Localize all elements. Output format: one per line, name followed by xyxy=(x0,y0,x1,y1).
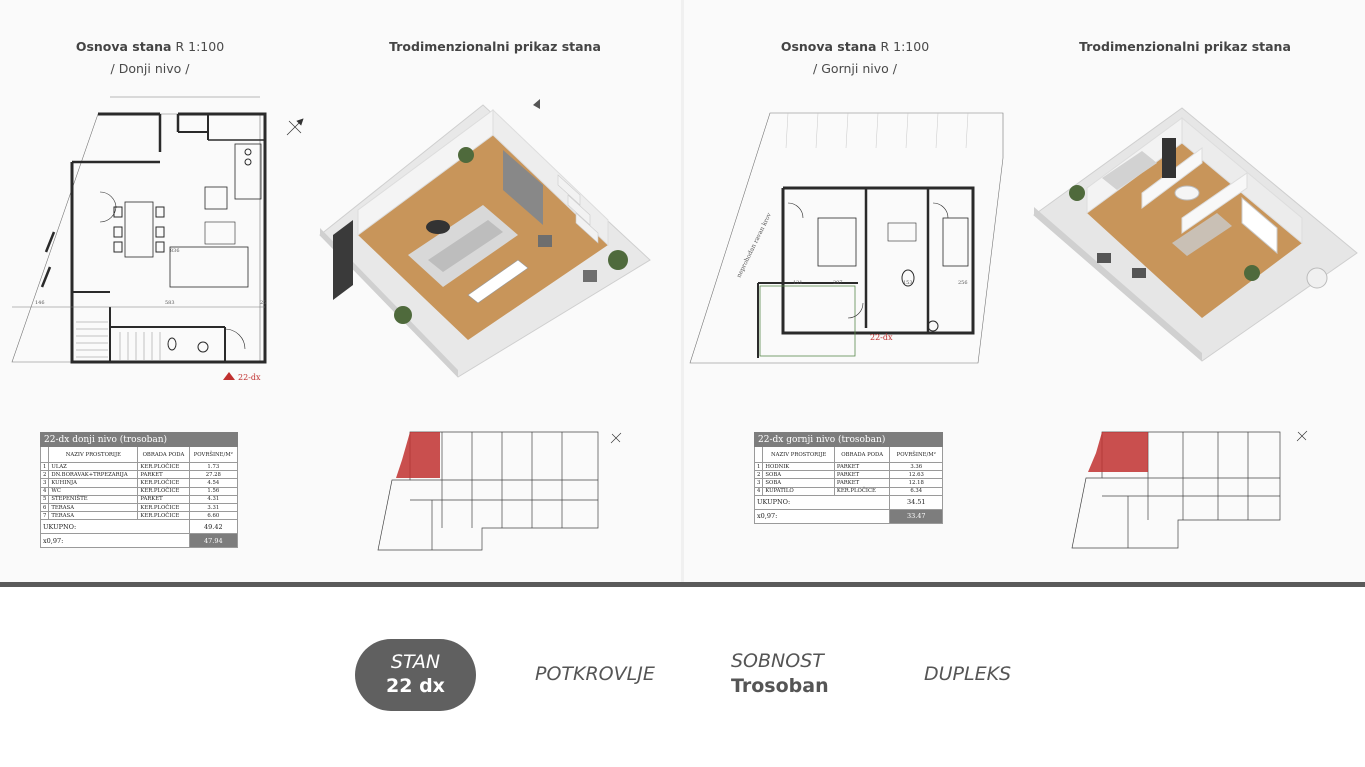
lower-plan-title: Osnova stana xyxy=(75,39,172,54)
factor-value: 33.47 xyxy=(890,509,943,523)
row-floor: KER.PLOČICE xyxy=(138,479,189,487)
rooms-label: SOBNOST xyxy=(731,650,824,672)
row-floor: PARKET xyxy=(138,471,189,479)
upper-area-table xyxy=(754,432,943,524)
row-num: 6 xyxy=(41,503,49,511)
table-row xyxy=(41,463,238,471)
row-num: 7 xyxy=(41,512,49,520)
row-num: 4 xyxy=(755,487,763,495)
row-area: 6.60 xyxy=(189,512,237,520)
upper-plan-heading xyxy=(765,36,945,80)
unit-highlight xyxy=(1088,432,1148,472)
total-value: 49.42 xyxy=(189,520,237,534)
upper-plan-title: Osnova stana xyxy=(780,39,877,54)
row-num: 3 xyxy=(755,479,763,487)
factor-label: x0,97: xyxy=(41,534,190,548)
row-num: 1 xyxy=(755,463,763,471)
unit-highlight xyxy=(396,432,440,478)
svg-text:153: 153 xyxy=(903,280,913,286)
row-num: 2 xyxy=(41,471,49,479)
upper-table-caption: 22-dx gornji nivo (trosoban) xyxy=(755,433,943,447)
row-area: 4.54 xyxy=(189,479,237,487)
row-area: 6.34 xyxy=(890,487,943,495)
table-row xyxy=(755,479,943,487)
unit-badge xyxy=(355,639,476,711)
row-area: 4.31 xyxy=(189,495,237,503)
table-row xyxy=(41,495,238,503)
row-num: 1 xyxy=(41,463,49,471)
row-floor: PARKET xyxy=(138,495,189,503)
table-row xyxy=(755,463,943,471)
table-row xyxy=(755,471,943,479)
row-floor: KER.PLOČICE xyxy=(138,463,189,471)
unit-badge-value: 22 dx xyxy=(386,675,445,697)
svg-text:836: 836 xyxy=(170,248,180,254)
row-room: STEPENIŠTE xyxy=(49,495,138,503)
row-room: SOBA xyxy=(763,471,835,479)
lower-unit-tag: 22-dx xyxy=(238,373,261,382)
upper-plan-scale: R 1:100 xyxy=(880,39,930,54)
lower-plan-scale: R 1:100 xyxy=(175,39,225,54)
factor-row xyxy=(755,509,943,523)
row-floor: KER.PLOČICE xyxy=(138,487,189,495)
upper-key-plan xyxy=(1068,428,1318,552)
row-room: WC xyxy=(49,487,138,495)
col-header-num xyxy=(41,447,49,463)
lower-render-title: Trodimenzionalni prikaz stana xyxy=(389,39,601,54)
svg-text:583: 583 xyxy=(165,300,175,306)
col-header-area: POVRŠINE/M² xyxy=(890,447,943,463)
unit-marker-icon xyxy=(223,372,235,380)
row-floor: KER.PLOČICE xyxy=(834,487,890,495)
total-label: UKUPNO: xyxy=(41,520,190,534)
lower-key-plan xyxy=(372,430,624,554)
row-area: 12.18 xyxy=(890,479,943,487)
row-floor: PARKET xyxy=(834,471,890,479)
table-row xyxy=(41,503,238,511)
row-num: 4 xyxy=(41,487,49,495)
upper-3d-render xyxy=(1032,103,1362,365)
row-area: 1.56 xyxy=(189,487,237,495)
table-row xyxy=(41,479,238,487)
row-area: 12.63 xyxy=(890,471,943,479)
total-value: 34.51 xyxy=(890,495,943,509)
roof-label: neprohodan ravan krov xyxy=(735,211,773,279)
row-floor: PARKET xyxy=(834,479,890,487)
total-row xyxy=(41,520,238,534)
row-floor: KER.PLOČICE xyxy=(138,503,189,511)
svg-text:121: 121 xyxy=(793,280,803,286)
upper-plan-level: / Gornji nivo / xyxy=(813,61,897,76)
table-row xyxy=(41,471,238,479)
lower-3d-render xyxy=(318,95,658,380)
table-row xyxy=(41,487,238,495)
total-label: UKUPNO: xyxy=(755,495,890,509)
row-area: 1.73 xyxy=(189,463,237,471)
row-num: 2 xyxy=(755,471,763,479)
row-area: 3.36 xyxy=(890,463,943,471)
rooms-value: Trosoban xyxy=(731,675,829,697)
col-header-floor: OBRADA PODA xyxy=(834,447,890,463)
svg-text:256: 256 xyxy=(958,280,968,286)
lower-floor-plan xyxy=(10,92,310,397)
lower-render-heading xyxy=(380,36,610,58)
row-room: TERASA xyxy=(49,512,138,520)
svg-text:25: 25 xyxy=(260,300,267,306)
upper-unit-tag: 22-dx xyxy=(870,333,893,342)
unit-badge-label: STAN xyxy=(390,651,441,673)
row-room: DN.BORAVAK+TRPEZARIJA xyxy=(49,471,138,479)
factor-value: 47.94 xyxy=(189,534,237,548)
factor-label: x0,97: xyxy=(755,509,890,523)
panel-divider xyxy=(681,0,684,582)
lower-plan-level: / Donji nivo / xyxy=(110,61,190,76)
svg-text:297: 297 xyxy=(833,280,843,286)
factor-row xyxy=(41,534,238,548)
row-area: 3.31 xyxy=(189,503,237,511)
lower-area-table xyxy=(40,432,238,548)
col-header-floor: OBRADA PODA xyxy=(138,447,189,463)
row-room: HODNIK xyxy=(763,463,835,471)
total-row xyxy=(755,495,943,509)
row-area: 27.28 xyxy=(189,471,237,479)
row-floor: PARKET xyxy=(834,463,890,471)
table-row xyxy=(755,487,943,495)
row-room: TERASA xyxy=(49,503,138,511)
summary-bar xyxy=(0,587,1365,767)
lower-table-caption: 22-dx donji nivo (trosoban) xyxy=(41,433,238,447)
upper-render-heading xyxy=(1070,36,1300,58)
col-header-room: NAZIV PROSTORIJE xyxy=(49,447,138,463)
upper-floor-plan xyxy=(688,108,1018,368)
col-header-area: POVRŠINE/M² xyxy=(189,447,237,463)
col-header-num xyxy=(755,447,763,463)
upper-render-title: Trodimenzionalni prikaz stana xyxy=(1079,39,1291,54)
lower-plan-heading xyxy=(60,36,240,80)
floor-type-label: POTKROVLJE xyxy=(535,663,655,685)
col-header-room: NAZIV PROSTORIJE xyxy=(763,447,835,463)
row-room: ULAZ xyxy=(49,463,138,471)
row-room: SOBA xyxy=(763,479,835,487)
row-room: KUHINJA xyxy=(49,479,138,487)
row-room: KUPATILO xyxy=(763,487,835,495)
row-num: 3 xyxy=(41,479,49,487)
row-floor: KER.PLOČICE xyxy=(138,512,189,520)
table-row xyxy=(41,512,238,520)
svg-text:146: 146 xyxy=(35,300,45,306)
unit-type-label: DUPLEKS xyxy=(924,663,1012,685)
row-num: 5 xyxy=(41,495,49,503)
